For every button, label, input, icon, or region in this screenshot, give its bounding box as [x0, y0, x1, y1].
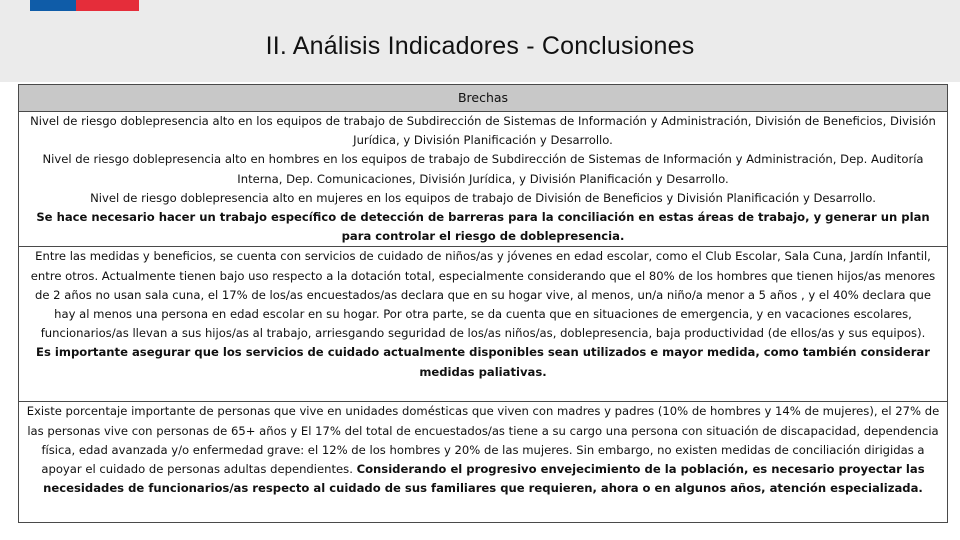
- cell-text: Nivel de riesgo doblepresencia alto en mujeres en los equipos de trabajo de División de Beneficios y División Planificación y Desarrollo.: [90, 190, 876, 205]
- cell-text: Existe porcentaje importante de personas que vive en unidades domésticas que viven con madres y padres (10% de hombres y 14% de mujeres), el 27% de las personas vive con personas de 65+ años y El 17% del total de encuestados/as tiene a su cargo una persona con situación de discapacidad, dependencia física, edad avanzada y/o enfermedad grave: el 12% de los hombres y 20% de las mujeres. Sin embargo, no existen medidas de conciliación dirigidas a apoyar el cuidado de personas adultas dependientes.: [26, 404, 940, 477]
- cell-conclusion: Es importante asegurar que los servicios de cuidado actualmente disponibles sean utilizados e mayor medida, como también considerar medidas paliativas.: [36, 345, 930, 379]
- table-cell-riesgo: [19, 112, 948, 247]
- brechas-table: [18, 84, 948, 523]
- table-header: Brechas: [19, 85, 948, 112]
- flag-stripe-blue: [30, 0, 76, 11]
- table-row: [19, 112, 948, 247]
- table-row: [19, 247, 948, 402]
- cell-text: Nivel de riesgo doblepresencia alto en los equipos de trabajo de Subdirección de Sistemas de Información y Administración, División de Beneficios, División Jurídica, y División Planificación y Desarrollo.: [30, 114, 936, 148]
- cell-conclusion: Considerando el progresivo envejecimiento de la población, es necesario proyectar las necesidades de funcionarios/as respecto al cuidado de sus familiares que requieren, ahora o en algunos años, atención especializada.: [43, 462, 925, 496]
- table-header-row: [19, 85, 948, 112]
- table-cell-cuidado-adultos: [19, 402, 948, 523]
- cell-text: Entre las medidas y beneficios, se cuenta con servicios de cuidado de niños/as y jóvenes en edad escolar, como el Club Escolar, Sala Cuna, Jardín Infantil, entre otros. Actualmente tienen bajo uso respecto a la dotación total, especialmente considerando que el 80% de los hombres que tienen hijos/as menores de 2 años no usan sala cuna, el 17% de los/as encuestados/as declara que en su hogar vive, al menos, un/a niño/a menor a 5 años , y el 40% declara que hay al menos una persona en edad escolar en su hogar. Por otra parte, se da cuenta que en situaciones de emergencia, y en vacaciones escolares, funcionarios/as llevan a sus hijos/as al trabajo, arriesgando seguridad de los/as niños/as, doblepresencia, baja productividad (de ellos/as y sus equipos).: [30, 249, 936, 341]
- cell-text: Nivel de riesgo doblepresencia alto en hombres en los equipos de trabajo de Subdirección de Sistemas de Información y Administración, Dep. Auditoría Interna, Dep. Comunicaciones, División Jurídica, y División Planificación y Desarrollo.: [42, 152, 924, 186]
- title-bar: [0, 0, 960, 82]
- flag-stripe-red: [76, 0, 139, 11]
- table-row: [19, 402, 948, 523]
- page-title: II. Análisis Indicadores - Conclusiones: [265, 32, 695, 60]
- cell-conclusion: Se hace necesario hacer un trabajo específico de detección de barreras para la conciliación en estas áreas de trabajo, y generar un plan para controlar el riesgo de doblepresencia.: [36, 210, 930, 244]
- table-cell-cuidado-ninos: [19, 247, 948, 402]
